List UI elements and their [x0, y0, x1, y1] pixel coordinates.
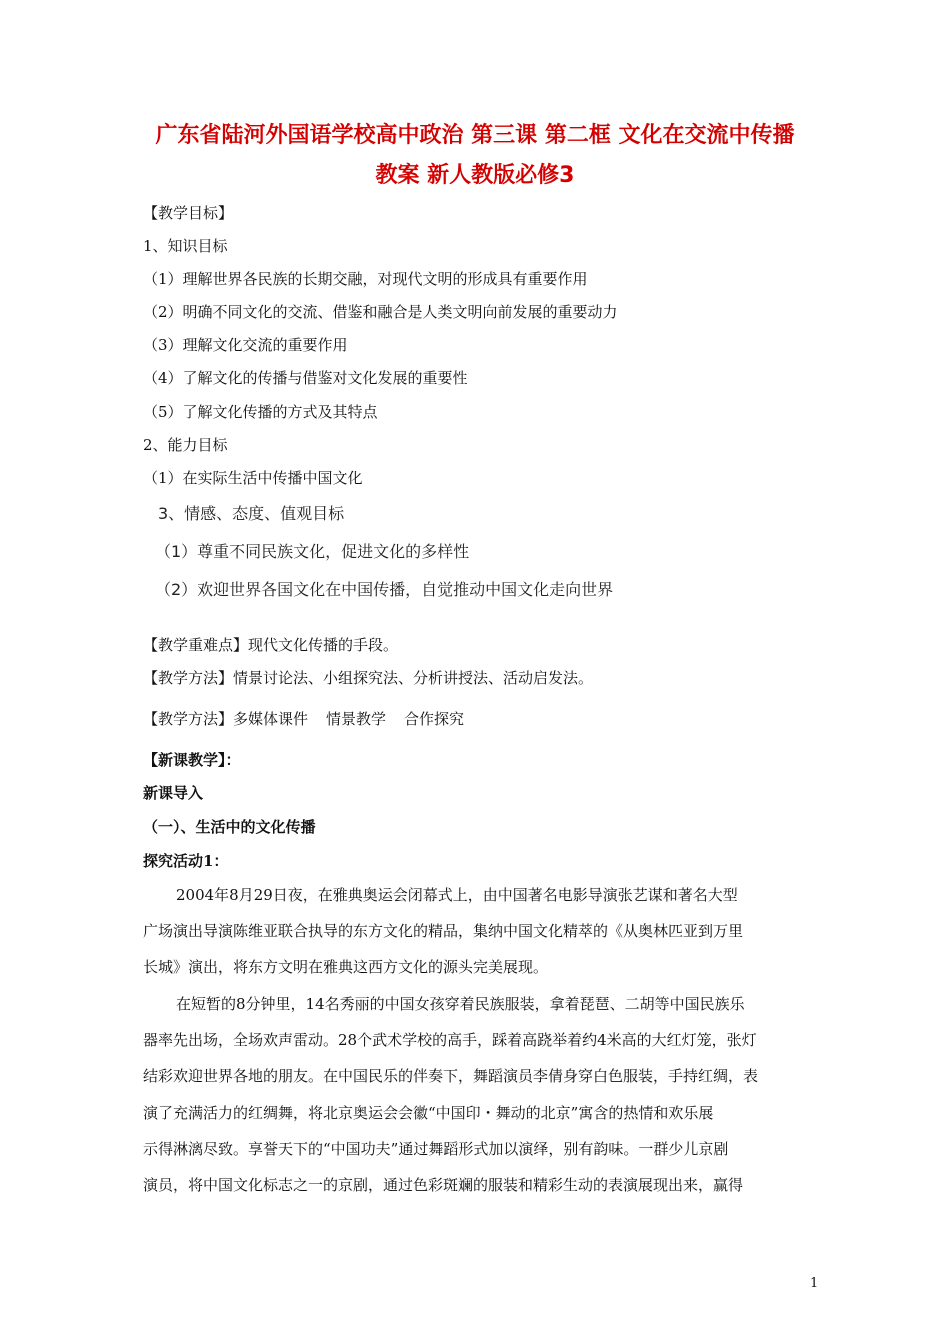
- paragraph-line: 示得淋漓尽致。享誉天下的“中国功夫”通过舞蹈形式加以演绎，别有韵味。一群少儿京剧: [143, 1139, 729, 1158]
- objectives-heading: 【教学目标】: [143, 204, 234, 222]
- new-lesson-heading: 【新课教学】：: [143, 751, 241, 769]
- paragraph-line: 广场演出导演陈维亚联合执导的东方文化的精品，集纳中国文化精萃的《从奥林匹亚到万里: [143, 922, 744, 941]
- title-line-1: 广东省陆河外国语学校高中政治 第三课 第二框 文化在交流中传播: [155, 123, 795, 148]
- ability-heading: 2、能力目标: [143, 436, 228, 454]
- title-line-2: 教案 新人教版必修3: [375, 163, 575, 188]
- knowledge-item: （3）理解文化交流的重要作用: [143, 336, 348, 354]
- paragraph-line: 长城》演出，将东方文明在雅典这西方文化的源头完美展现。: [143, 958, 549, 977]
- teaching-methods: 【教学方法】情景讨论法、小组探究法、分析讲授法、活动启发法。: [143, 669, 594, 687]
- paragraph-line: 结彩欢迎世界各地的朋友。在中国民乐的伴奏下，舞蹈演员李倩身穿白色服装，手持红绸，表: [143, 1067, 759, 1086]
- knowledge-item: （1）理解世界各民族的长期交融，对现代文明的形成具有重要作用: [143, 270, 588, 288]
- document-title: [140, 116, 810, 196]
- emotion-item: （1）尊重不同民族文化，促进文化的多样性: [155, 542, 470, 561]
- teaching-tools-label: 【教学方法】多媒体课件: [143, 710, 309, 728]
- paragraph-line: 2004年8月29日夜，在雅典奥运会闭幕式上，由中国著名电影导演张艺谋和著名大型: [176, 886, 738, 904]
- emotion-item: （2）欢迎世界各国文化在中国传播，自觉推动中国文化走向世界: [155, 580, 614, 599]
- knowledge-heading: 1、知识目标: [143, 237, 228, 255]
- paragraph-line: 演员，将中国文化标志之一的京剧，通过色彩斑斓的服装和精彩生动的表演展现出来，赢得: [143, 1176, 744, 1195]
- knowledge-item: （4）了解文化的传播与借鉴对文化发展的重要性: [143, 369, 468, 387]
- teaching-tools: [143, 708, 464, 729]
- knowledge-item: （2）明确不同文化的交流、借鉴和融合是人类文明向前发展的重要动力: [143, 303, 618, 321]
- key-points: 【教学重难点】现代文化传播的手段。: [143, 636, 399, 654]
- paragraph-1: [143, 877, 809, 986]
- intro-heading: 新课导入: [143, 784, 204, 802]
- ability-item: （1）在实际生活中传播中国文化: [143, 469, 363, 487]
- emotion-heading: 3、情感、态度、值观目标: [158, 504, 345, 523]
- section-heading: （一）、生活中的文化传播: [143, 818, 316, 836]
- page-number: 1: [810, 1276, 819, 1291]
- teaching-tools-item: 情景教学: [326, 710, 387, 728]
- paragraph-line: 在短暂的8分钟里，14名秀丽的中国女孩穿着民族服装，拿着琵琶、二胡等中国民族乐: [176, 995, 745, 1013]
- paragraph-2: [143, 986, 809, 1203]
- paragraph-line: 器率先出场，全场欢声雷动。28个武术学校的高手，踩着高跷举着约4米高的大红灯笼，张灯: [143, 1031, 757, 1050]
- activity-heading: 探究活动1：: [143, 852, 229, 870]
- paragraph-line: 演了充满活力的红绸舞，将北京奥运会会徽“中国印・舞动的北京”寓含的热情和欢乐展: [143, 1103, 714, 1122]
- teaching-tools-item: 合作探究: [404, 710, 465, 728]
- knowledge-item: （5）了解文化传播的方式及其特点: [143, 403, 378, 421]
